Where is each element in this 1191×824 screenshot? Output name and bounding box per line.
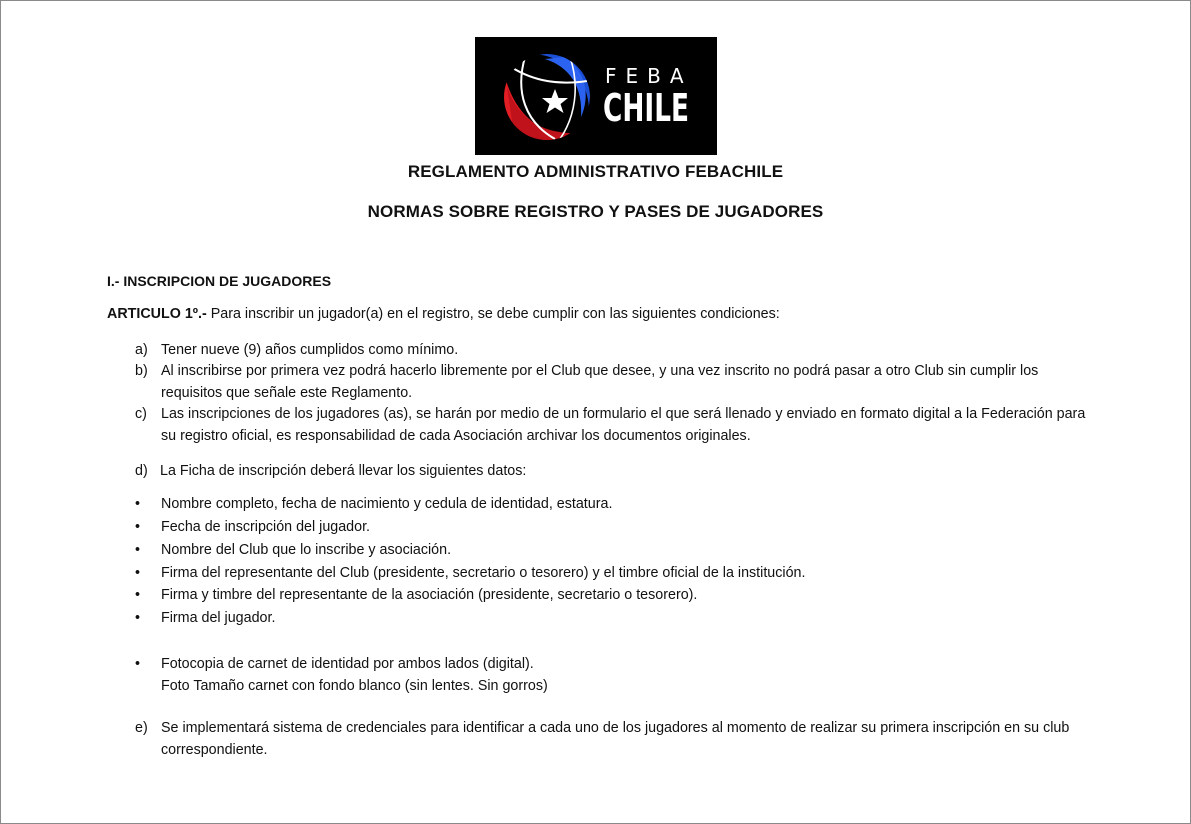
bullet-text: Firma y timbre del representante de la asociación (presidente, secretario o tesorero). <box>161 587 698 603</box>
article-lead: ARTICULO 1º.- <box>107 306 207 322</box>
bullet-text: Firma del representante del Club (presidente, secretario o tesorero) y el timbre oficial de la institución. <box>161 565 806 581</box>
bullet-marker: • <box>135 496 141 512</box>
article-1 <box>107 306 780 322</box>
bullet-marker: • <box>135 587 141 603</box>
item-text: Tener nueve (9) años cumplidos como mínimo. <box>161 342 459 358</box>
item-text: La Ficha de inscripción deberá llevar los siguientes datos: <box>160 463 527 479</box>
febachile-logo <box>475 37 717 155</box>
bullet-text: Fotocopia de carnet de identidad por ambos lados (digital). <box>161 656 534 672</box>
logo-text-feba: FEBA <box>605 64 693 88</box>
logo-text-chile: CHILE <box>603 86 689 130</box>
item-marker: c) <box>135 406 147 422</box>
document-subtitle: NORMAS SOBRE REGISTRO Y PASES DE JUGADORES <box>367 202 824 221</box>
bullet-marker: • <box>135 565 141 581</box>
item-text: Las inscripciones de los jugadores (as), se harán por medio de un formulario el que será llenado y enviado en formato digital a la Federación para su registro oficial, es responsabilidad de cada Asociación archivar los documentos originales. <box>161 406 1086 444</box>
bullet-text: Nombre completo, fecha de nacimiento y cedula de identidad, estatura. <box>161 496 613 512</box>
document-title: REGLAMENTO ADMINISTRATIVO FEBACHILE <box>407 162 784 181</box>
bullet-text: Nombre del Club que lo inscribe y asociación. <box>161 542 452 558</box>
bullet-marker: • <box>135 542 141 558</box>
item-marker: b) <box>135 363 148 379</box>
bullet-marker: • <box>135 610 141 626</box>
bullet-marker: • <box>135 519 141 535</box>
bullet-text: Firma del jugador. <box>161 610 276 626</box>
bullet-continuation-text: Foto Tamaño carnet con fondo blanco (sin lentes. Sin gorros) <box>161 678 548 694</box>
item-text: Se implementará sistema de credenciales para identificar a cada uno de los jugadores al momento de realizar su primera inscripción en su club correspondiente. <box>161 720 1070 758</box>
section-heading: I.- INSCRIPCION DE JUGADORES <box>107 273 332 289</box>
item-text: Al inscribirse por primera vez podrá hacerlo libremente por el Club que desee, y una vez inscrito no podrá pasar a otro Club sin cumplir los requisitos que señale este Reglamento. <box>161 363 1039 401</box>
basketball-logo-icon <box>475 37 717 155</box>
article-text: Para inscribir un jugador(a) en el registro, se debe cumplir con las siguientes condiciones: <box>206 306 780 322</box>
bullet-text: Fecha de inscripción del jugador. <box>161 519 371 535</box>
bullet-marker: • <box>135 656 141 672</box>
item-marker: a) <box>135 342 148 358</box>
item-marker: d) <box>135 463 148 479</box>
item-marker: e) <box>135 720 148 736</box>
